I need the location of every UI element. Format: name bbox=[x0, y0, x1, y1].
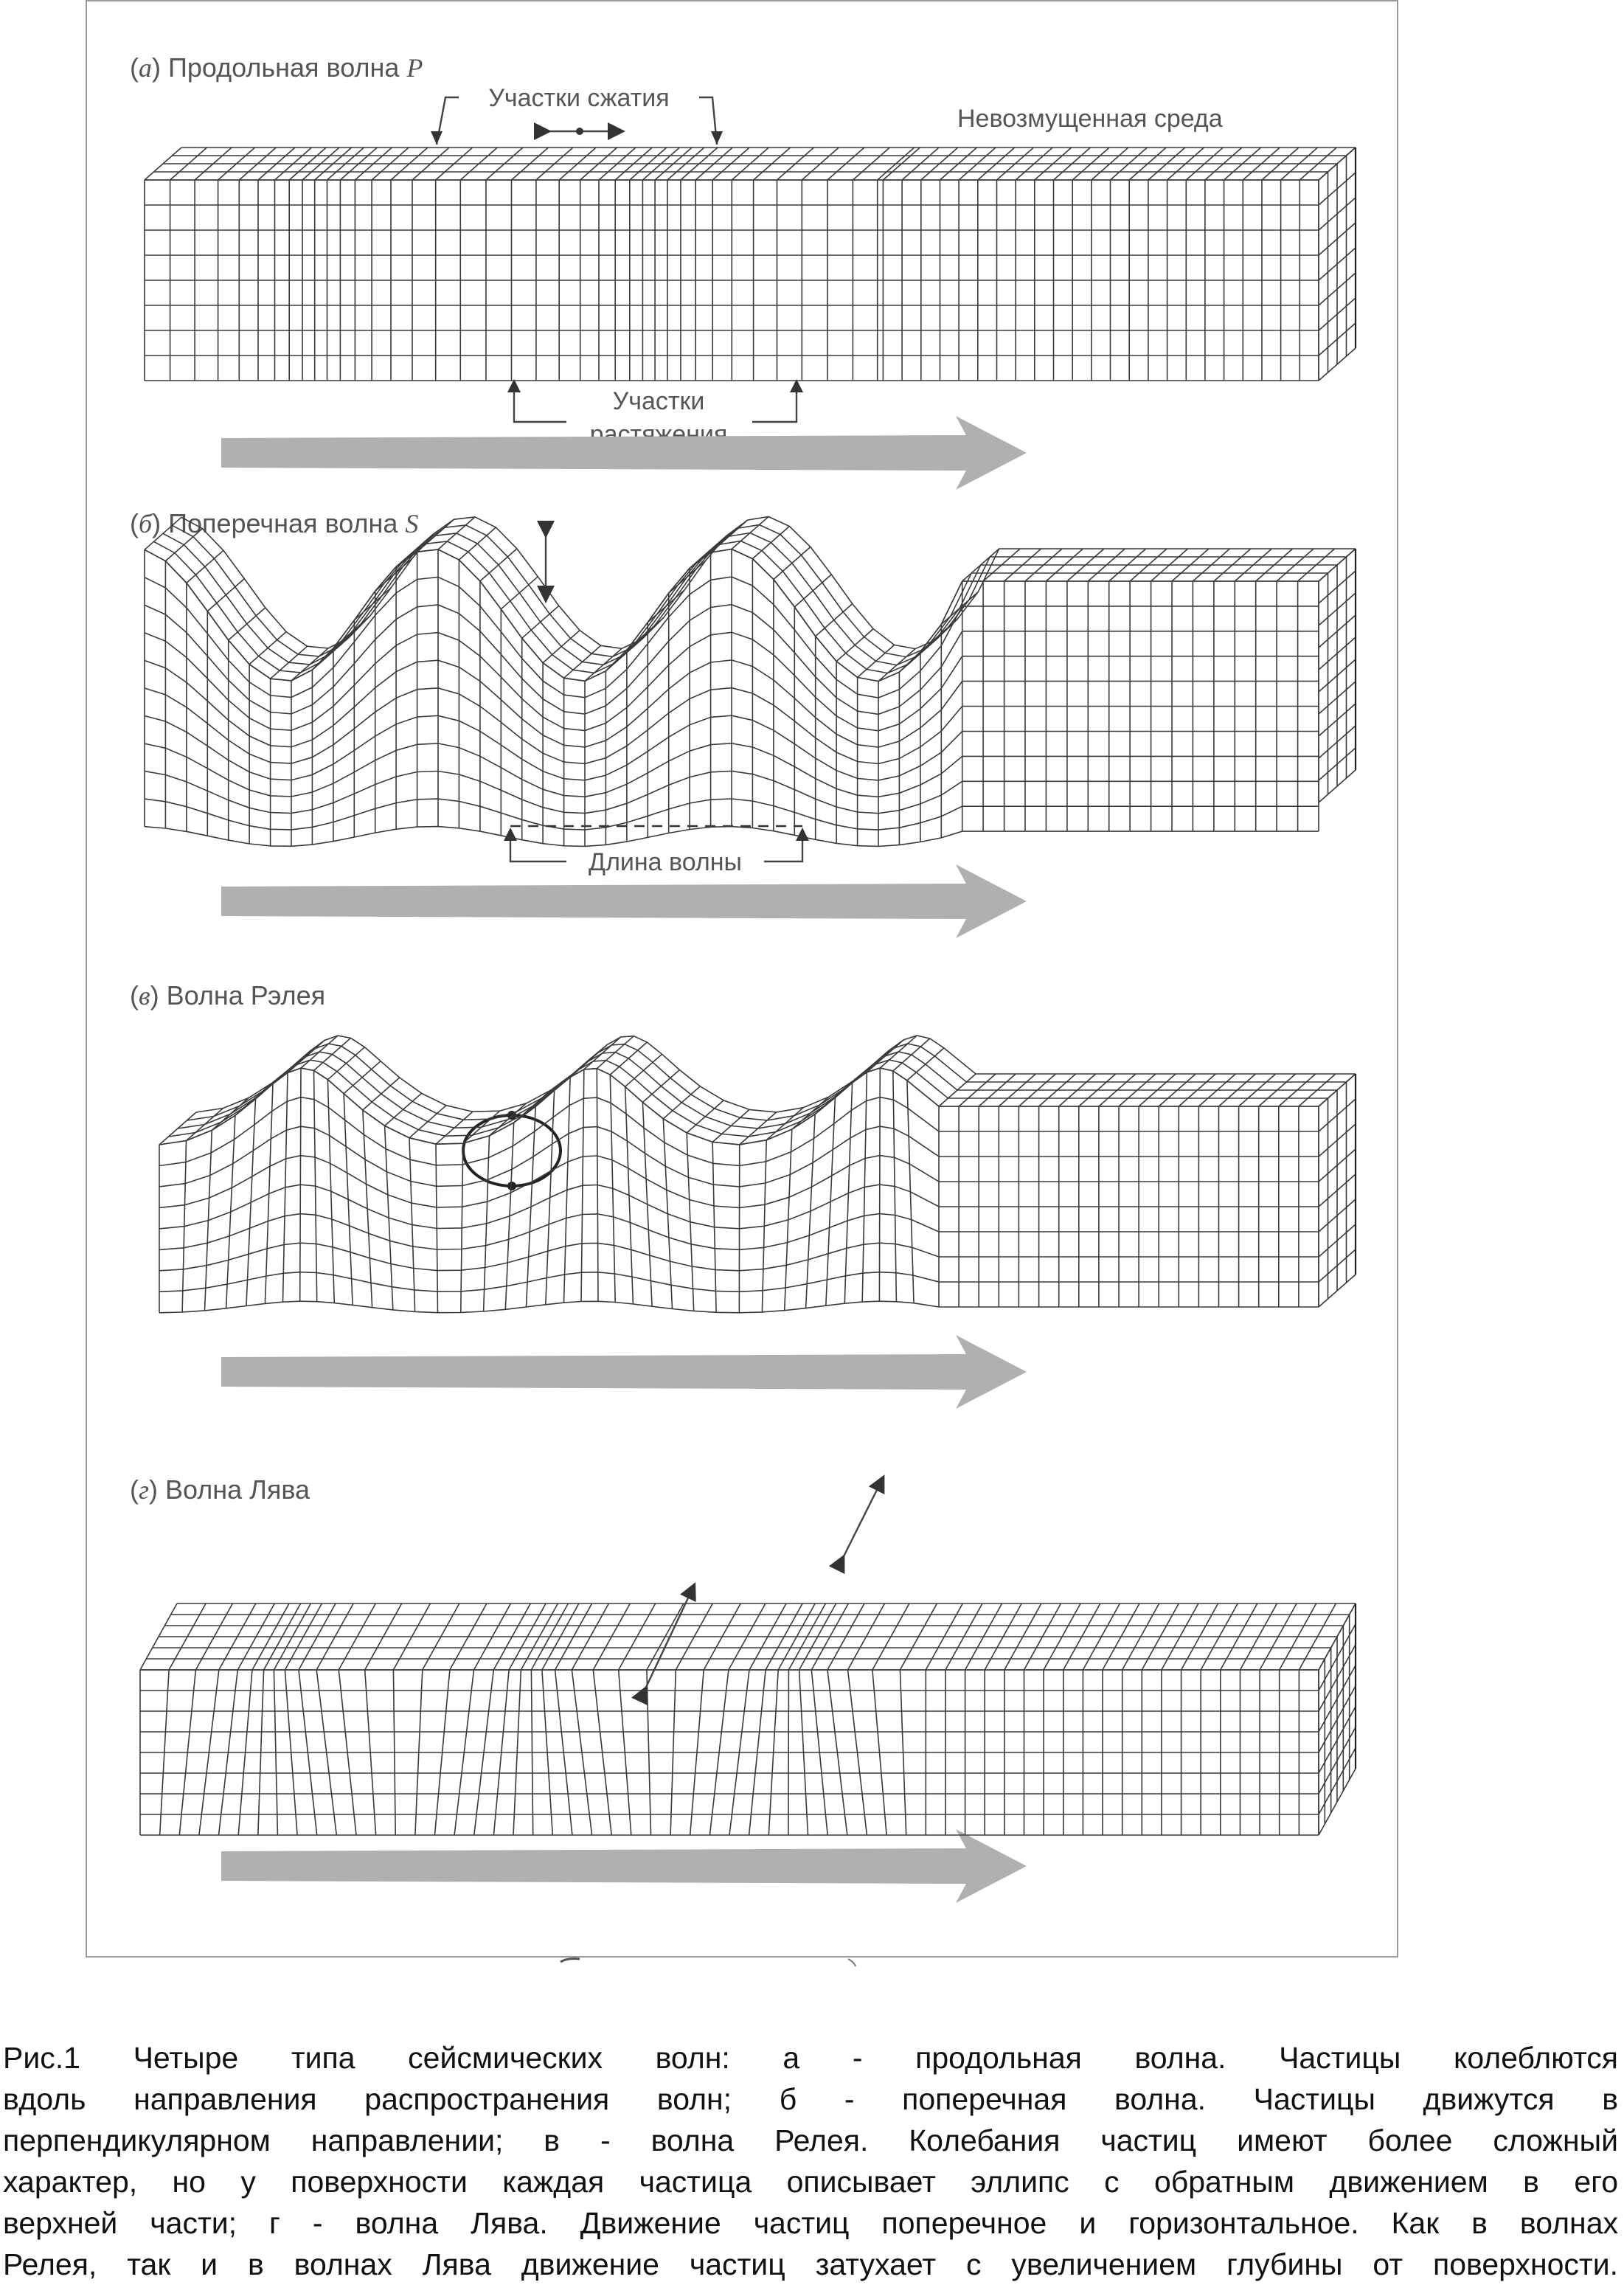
p-wave-block bbox=[145, 148, 1356, 381]
rarefaction-label-line2: растяжения bbox=[589, 420, 728, 448]
love-wave-block bbox=[140, 1603, 1356, 1835]
frame-mark-left bbox=[561, 1959, 580, 1963]
propagation-arrow-d bbox=[221, 1829, 1027, 1903]
panel-b-title: (б) Поперечная волна S bbox=[130, 508, 419, 538]
caption-line: характер, но у поверхности каждая частица описывает эллипс с обратным движением в его bbox=[3, 2165, 1618, 2199]
caption-line: вдоль направления распространения волн; б - поперечная волна. Частицы движутся в bbox=[3, 2082, 1618, 2116]
panel-d-title: (г) Волна Лява bbox=[130, 1474, 310, 1505]
frame-mark-right bbox=[848, 1959, 856, 1966]
figure-caption bbox=[3, 2037, 1618, 2285]
compression-label: Участки сжатия bbox=[488, 84, 670, 112]
propagation-arrow-c bbox=[221, 1335, 1027, 1409]
caption-line: перпендикулярном направлении; в - волна Релея. Колебания частиц имеют более сложный bbox=[3, 2123, 1618, 2157]
caption-line: верхней части; г - волна Лява. Движение частиц поперечное и горизонтальное. Как в волнах bbox=[3, 2206, 1618, 2240]
rarefaction-label-line1: Участки bbox=[612, 387, 705, 415]
s-wave-block bbox=[145, 517, 1356, 847]
panel-a-title: (а) Продольная волна P bbox=[130, 52, 423, 83]
caption-line: Релея, так и в волнах Лява движение частиц затухает с увеличением глубины от поверхности. bbox=[3, 2247, 1618, 2281]
wavelength-label: Длина волны bbox=[589, 848, 742, 876]
love-particle-arrows bbox=[643, 1483, 881, 1693]
rayleigh-wave-block bbox=[159, 1036, 1356, 1313]
undisturbed-label: Невозмущенная среда bbox=[957, 105, 1223, 133]
caption-line: Рис.1 Четыре типа сейсмических волн: а - продольная волна. Частицы колеблются bbox=[3, 2041, 1618, 2075]
panel-c-title: (в) Волна Рэлея bbox=[130, 980, 326, 1010]
